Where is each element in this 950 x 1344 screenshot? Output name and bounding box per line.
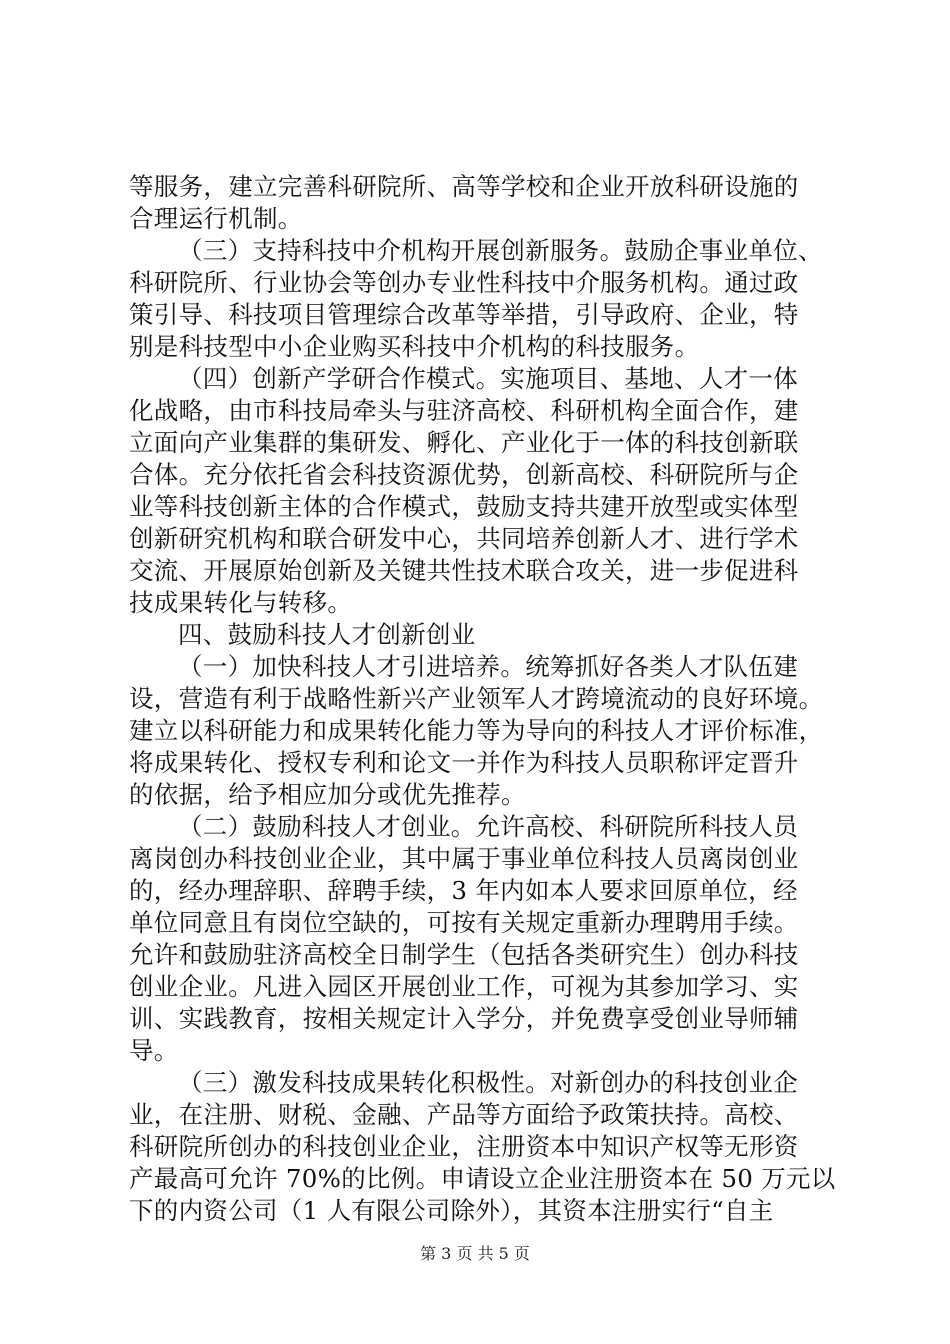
text-line: 产最高可允许 70%的比例。申请设立企业注册资本在 50 万元以 bbox=[129, 1164, 836, 1193]
text-line: （一）加快科技人才引进培养。统筹抓好各类人才队伍建 bbox=[178, 652, 798, 681]
text-line: 创新研究机构和联合研发中心，共同培养创新人才、进行学术 bbox=[129, 524, 799, 553]
text-line: 别是科技型中小企业购买科技中介机构的科技服务。 bbox=[129, 332, 700, 361]
text-line: 化战略，由市科技局牵头与驻济高校、科研机构全面合作，建 bbox=[129, 396, 799, 425]
text-line: 科研院所、行业协会等创办专业性科技中介服务机构。通过政 bbox=[129, 268, 799, 297]
text-line: 策引导、科技项目管理综合改革等举措，引导政府、企业，特 bbox=[129, 300, 799, 329]
text-line: 的，经办理辞职、辞聘手续，3 年内如本人要求回原单位，经 bbox=[129, 876, 798, 905]
text-line: 业等科技创新主体的合作模式，鼓励支持共建开放型或实体型 bbox=[129, 492, 799, 521]
text-line: 技成果转化与转移。 bbox=[129, 588, 353, 617]
text-line: 的依据，给予相应加分或优先推荐。 bbox=[129, 780, 526, 809]
text-line: 训、实践教育，按相关规定计入学分，并免费享受创业导师辅 bbox=[129, 1004, 799, 1033]
text-line: （二）鼓励科技人才创业。允许高校、科研院所科技人员 bbox=[178, 812, 798, 841]
text-line: 导。 bbox=[129, 1036, 179, 1065]
text-line: 设，营造有利于战略性新兴产业领军人才跨境流动的良好环境。 bbox=[129, 684, 824, 713]
page-footer: 第 3 页 共 5 页 bbox=[420, 1244, 530, 1263]
text-line: 建立以科研能力和成果转化能力等为导向的科技人才评价标准， bbox=[129, 716, 824, 745]
text-line: 业，在注册、财税、金融、产品等方面给予政策扶持。高校、 bbox=[129, 1100, 799, 1129]
text-line: （四）创新产学研合作模式。实施项目、基地、人才一体 bbox=[178, 364, 798, 393]
text-line: 立面向产业集群的集研发、孵化、产业化于一体的科技创新联 bbox=[129, 428, 799, 457]
text-line: 下的内资公司（1 人有限公司除外），其资本注册实行“自主 bbox=[129, 1196, 774, 1225]
text-line: （三）激发科技成果转化积极性。对新创办的科技创业企 bbox=[178, 1068, 798, 1097]
text-line: 科研院所创办的科技创业企业，注册资本中知识产权等无形资 bbox=[129, 1132, 799, 1161]
text-line: 将成果转化、授权专利和论文一并作为科技人员职称评定晋升 bbox=[129, 748, 799, 777]
text-line: 四、鼓励科技人才创新创业 bbox=[178, 620, 476, 649]
document-body bbox=[129, 171, 836, 1227]
text-line: （三）支持科技中介机构开展创新服务。鼓励企事业单位、 bbox=[178, 236, 823, 265]
text-line: 等服务，建立完善科研院所、高等学校和企业开放科研设施的 bbox=[129, 172, 799, 201]
text-line: 离岗创办科技创业企业，其中属于事业单位科技人员离岗创业 bbox=[129, 844, 799, 873]
text-line: 合理运行机制。 bbox=[129, 204, 303, 233]
text-line: 单位同意且有岗位空缺的，可按有关规定重新办理聘用手续。 bbox=[129, 908, 799, 937]
text-line: 创业企业。凡进入园区开展创业工作，可视为其参加学习、实 bbox=[129, 972, 799, 1001]
text-line: 合体。充分依托省会科技资源优势，创新高校、科研院所与企 bbox=[129, 460, 799, 489]
text-line: 允许和鼓励驻济高校全日制学生（包括各类研究生）创办科技 bbox=[129, 940, 799, 969]
text-line: 交流、开展原始创新及关键共性技术联合攻关，进一步促进科 bbox=[129, 556, 799, 585]
